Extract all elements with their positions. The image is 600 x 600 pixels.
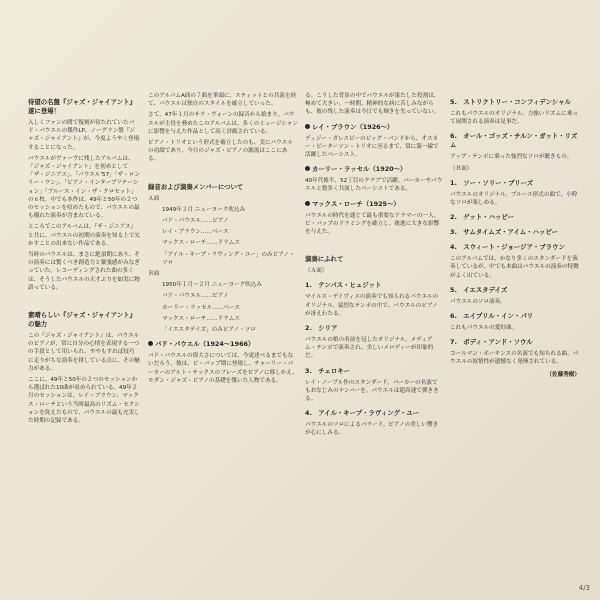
track-description: これもパウエルの愛好曲。: [450, 325, 518, 332]
track-description: アップ・テンポに乗った強烈なソロが聴きもの。: [450, 154, 573, 161]
roster-line: 1949年２月 ニューヨーク吹込み: [162, 206, 246, 213]
column-2: [148, 92, 298, 388]
track-list-a-cont: [450, 98, 580, 162]
heading-recording-members: 録音および演奏メンバーについて: [148, 182, 244, 191]
track-title: 1. ソー・ソリー・ブリーズ: [450, 178, 533, 187]
roster-line: レイ・ブラウン……ベース: [162, 229, 229, 236]
track-title: 5. イエスタデイズ: [450, 285, 508, 294]
track-title: 6. オール・ゴッズ・チルン・ガット・リズム: [450, 132, 578, 150]
track-title: 3. サムタイムズ・アイム・ハッピー: [450, 228, 558, 237]
paragraph: ディジー・ガレスピーのビッグ・バンドから、オスカー・ピーターソン・トリオに至るまで、常に第一線で活躍したベーシスト。: [305, 135, 439, 159]
paragraph: ピアノ・トリオという形式を確立したのも、実にパウエルの功績であり、今日のジャズ・ピアノの源流はここにある。: [148, 140, 293, 163]
track-description: マイルス・デイヴィスの演奏でも知られるパウエルのオリジナル。猛烈なテンポの中で、パウエルのピアノが冴えわたる。: [305, 294, 439, 317]
roster-line: 「アイル・キープ・ラヴィング・ユー」のみピアノ・ソロ: [162, 251, 295, 266]
roster-line: マックス・ローチ……ドラムス: [162, 315, 240, 322]
member-name: レイ・ブラウン（1926～）: [312, 122, 394, 131]
paragraph: る。こうした背景の中でパウエルが果たした役割は、極めて大きい。一時期、精神的な病に苦しみながらも、彼の残した演奏は今日でも輝きを失っていない。: [305, 93, 440, 116]
track-description: このアルバムでは、かなり多くのスタンダードを演奏しているが、中でも本曲はパウエルの演奏の特徴がよく出ている。: [450, 256, 579, 279]
track-title: 4. アイル・キープ・ラヴィング・ユー: [305, 409, 420, 418]
heading-text: バド・パウエル（1924～1966）: [155, 340, 255, 349]
member-ray-brown: [305, 123, 443, 132]
paragraph: このアルバムA面の７曲を筆頭に、スティットとの共演を経て、パウエルは独自のスタイルを確立していった。: [148, 93, 297, 108]
track-list-b: [450, 179, 580, 367]
author-signature: （佐藤秀樹）: [546, 371, 580, 378]
roster-line: バド・パウエル……ピアノ: [162, 293, 229, 300]
roster-line: 1950年１月～２月 ニューヨーク吹込み: [162, 282, 262, 289]
track-description: パウエルのソロによるバラード。ピアノの美しい響きが心にしみる。: [305, 422, 439, 437]
roster-side-b: Ｂ面: [148, 271, 160, 278]
paragraph: この『ジャズ・ジャイアント』は、パウエルのピアノが、常に自分の心情を表現する一つの手段として用いられ、ややもすれば技巧に走りがちな演奏を排している点に、その魅力がある。: [28, 333, 140, 372]
track-description: パウエルのソロ演奏。: [450, 298, 506, 305]
paragraph: さて、47年１月のサラ・ヴォーンの録音から始まり、パウエルが主役を務めたこのアルバムは、多くのミュージシャンに影響を与えた作品として高く評価されている。: [148, 112, 298, 135]
bullet-icon: [305, 201, 310, 206]
track-description: これもパウエルのオリジナル。力強いリズムに乗って展開される演奏は見事だ。: [450, 111, 578, 126]
roster-line: 「イエスタデイズ」のみピアノ・ソロ: [162, 327, 256, 334]
side-a-label: （Ａ面）: [305, 268, 328, 275]
paragraph: ここに、49年と50年の２つのセッションから選ばれた10曲が収められている。49年２月のセッションは、レイ・ブラウン、マックス・ローチという当時最高のリズム・セクションを従えたもので、パウエルの最も充実した時期の記録である。: [28, 377, 140, 425]
paragraph: ところでこのアルバムは、『ザ・ジニアス』と共に、パウエルの初期の演奏を知る上で欠かすことの出来ない作品である。: [28, 224, 140, 247]
track-title: 6. エイプリル・イン・パリ: [450, 312, 534, 321]
track-description: パウエルのオリジナル。ブルース形式の曲で、小粋なソロが楽しめる。: [450, 191, 578, 207]
roster-list-a: [148, 206, 298, 267]
roster-line: バド・パウエル……ピアノ: [162, 218, 229, 225]
paragraph: 40年代後半、52丁目のクラブで活躍。パーカーやパウエルと数多く共演したベーシストである。: [305, 178, 443, 193]
member-name: マックス・ローチ（1925～）: [312, 199, 400, 208]
roster-line: マックス・ローチ……ドラムス: [162, 240, 240, 247]
bullet-icon: [305, 166, 310, 171]
track-title: 2. シリア: [305, 324, 338, 333]
heading-giant-appears: 待望の名盤『ジャズ・ジャイアント』遂に登場！: [28, 98, 136, 115]
track-description: レイ・ノーブル作のスタンダード。パーカーの名演でもおなじみのナンバーを、パウエルは超高速で弾ききる。: [305, 379, 439, 403]
track-title: 3. チェロキー: [305, 366, 351, 375]
column-4: [450, 92, 580, 379]
bullet-icon: [305, 124, 310, 129]
side-b-label: （Ｂ面）: [450, 165, 473, 172]
heading-bud-powell: [148, 340, 298, 349]
bullet-icon: [148, 341, 153, 346]
member-curly-russell: [305, 165, 443, 174]
paragraph: 入しくファンの間で復刻が待たれていたバド・パウエルの傑作LP、ノーグラン盤『ジャズ・ジャイアント』が、今度ようやく登場することになった。: [28, 120, 140, 151]
track-title: 4. スウィート・ジョージア・ブラウン: [450, 243, 565, 252]
paragraph: バド・パウエルの偉大さについては、今更述べるまでもないだろう。彼は、ビ・バップ期に登場し、チャーリー・パーカーのアルト・サックスのフレーズをピアノに移しかえ、モダン・ジャズ・ピアノの基礎を築いた人物である。: [148, 353, 298, 384]
heading-giant-appeal: 素晴らしい『ジャズ・ジャイアント』の魅力: [28, 311, 136, 329]
paragraph: パウエルがヴァーヴに残したアルバムは、「ジャズ・ジャイアント」を初めとして「ザ・ジニアス」、「パウエル'57」「ザ・ロンリー・ワン」、「ピアノ・インタープリテーション」「ブルース・イン・ザ・クロセット」の６枚。中でも本作は、49年と50年の２つのセッションを収めたもので、パウエルの最も優れた演奏が含まれている。: [28, 155, 140, 220]
page-number: 4/3: [578, 584, 590, 592]
paragraph: 当時のパウエルは、まさに絶頂期にあり、その演奏には驚くべき創造力と緊張感がみなぎっていた。レコーディングされた曲の多くは、そうしたパウエルの天才ぶりを如実に物語っている。: [28, 252, 140, 291]
column-1: [28, 92, 140, 428]
track-list-a: [305, 281, 443, 437]
member-max-roach: [305, 200, 443, 209]
track-title: 2. ゲット・ハッピー: [450, 213, 514, 222]
heading-performance: 演奏にふれて: [305, 255, 344, 264]
member-name: カーリー・ラッセル（1920～）: [312, 165, 407, 174]
track-description: パウエルの娘の名前を冠したオリジナル。メディアム・テンポで演奏され、美しいメロディーが印象的だ。: [305, 337, 434, 360]
column-3: [305, 92, 443, 441]
roster-list-b: [148, 281, 298, 334]
track-title: 5. ストリクトリー・コンフィデンシャル: [450, 98, 571, 106]
track-title: 1. テンパス・ヒュジット: [305, 281, 382, 290]
track-description: コールマン・ホーキンスの名演でも知られる曲。パウエルの叙情性が遺憾なく発揮されている。: [450, 351, 579, 366]
track-title: 7. ボディ・アンド・ソウル: [450, 338, 533, 347]
paragraph: パウエルの時代を通じて最も重要なドラマーの一人。ビ・バップのドラミングを確立し、後進に大きな影響を与えた。: [305, 212, 440, 236]
roster-side-a: Ａ面: [148, 195, 160, 202]
roster-line: カーリー・ラッセル……ベース: [162, 304, 240, 311]
